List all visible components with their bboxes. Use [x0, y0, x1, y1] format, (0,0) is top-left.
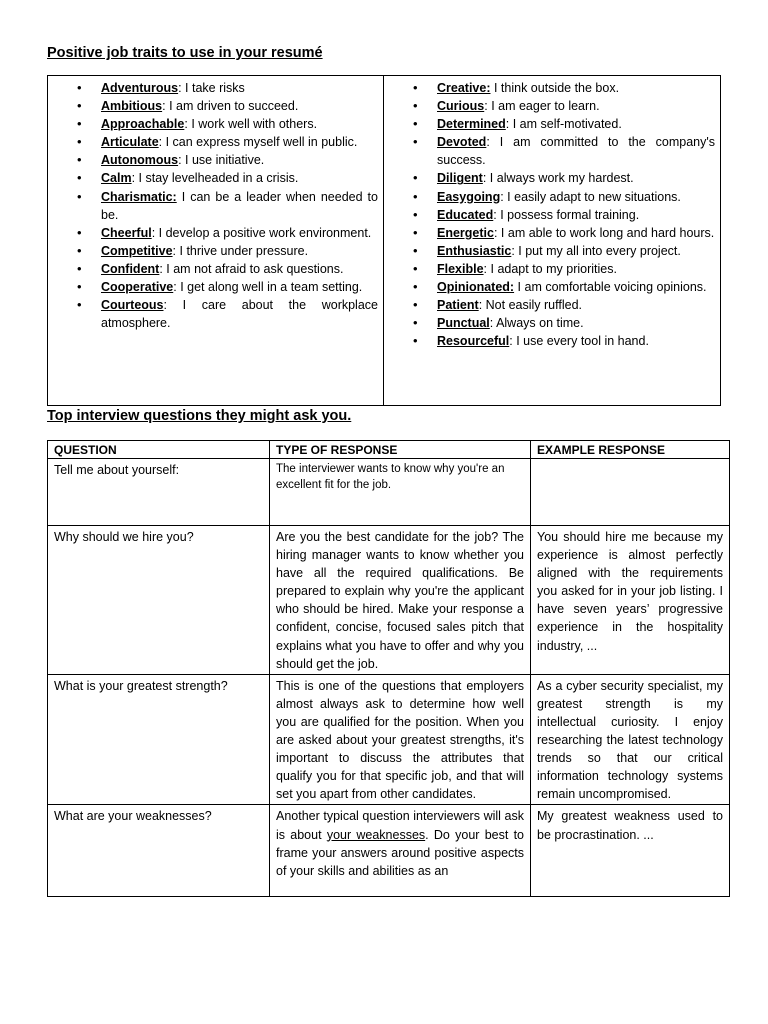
trait-term: Easygoing — [437, 189, 501, 204]
trait-term: Approachable — [101, 117, 185, 132]
table-row — [48, 526, 730, 675]
response-type-cell: The interviewer wants to know why you're an excellent fit for the job. — [270, 459, 531, 526]
trait-item: • Easygoing: I easily adapt to new situations. — [391, 188, 715, 206]
response-type-cell: Are you the best candidate for the job? The hiring manager wants to know whether you have all the required qualifications. Be prepared to explain why you're the applicant who should be hired. Make your response a confident, concise, focused sales pitch that explains what you have to offer and why you should get the job. — [270, 526, 531, 675]
trait-term: Adventurous — [101, 81, 179, 95]
trait-item: • Adventurous: I take risks — [55, 79, 378, 97]
trait-item: • Educated: I possess formal training. — [391, 206, 715, 224]
column-header-type: TYPE OF RESPONSE — [270, 441, 531, 459]
trait-item: • Calm: I stay levelheaded in a crisis. — [55, 169, 378, 187]
trait-term: Resourceful — [437, 334, 510, 349]
trait-item: • Devoted: I am committed to the company's success. — [391, 133, 715, 169]
trait-item: • Opinionated: I am comfortable voicing opinions. — [391, 278, 715, 296]
trait-term: Opinionated: — [437, 280, 515, 295]
table-row — [48, 805, 730, 897]
table-row — [48, 459, 730, 526]
traits-left-column — [48, 76, 384, 405]
trait-term: Enthusiastic — [437, 243, 512, 258]
trait-term: Autonomous — [101, 153, 179, 168]
trait-item: • Creative: I think outside the box. — [391, 79, 715, 97]
trait-term: Educated — [437, 207, 494, 222]
traits-right-list — [391, 79, 715, 350]
trait-term: Curious — [437, 99, 485, 114]
trait-item: • Resourceful: I use every tool in hand. — [391, 332, 715, 350]
trait-term: Ambitious — [101, 99, 163, 114]
question-cell: Why should we hire you? — [48, 526, 270, 675]
example-response-cell — [531, 459, 730, 526]
trait-item: • Determined: I am self-motivated. — [391, 115, 715, 133]
interview-heading: Top interview questions they might ask you. — [47, 408, 352, 424]
trait-term: Confident — [101, 261, 160, 276]
trait-term: Devoted — [437, 135, 487, 150]
trait-term: Diligent — [437, 171, 483, 186]
example-response-cell: You should hire me because my experience is almost perfectly aligned with the requirements you asked for in your job listing. I have seven years’ progressive experience in the hospitality industry, ... — [531, 526, 730, 675]
trait-item: • Curious: I am eager to learn. — [391, 97, 715, 115]
example-response-cell: As a cyber security specialist, my greatest strength is my intellectual curiosity. I enjoy researching the latest technology trends so that our critical information technology systems remain uncompromised. — [531, 674, 730, 805]
response-type-cell: Another typical question interviewers will ask is about your weaknesses. Do your best to frame your answers around positive aspects of your skills and abilities as an — [270, 805, 531, 897]
trait-term: Punctual — [437, 316, 490, 331]
trait-item: • Enthusiastic: I put my all into every project. — [391, 242, 715, 260]
trait-term: Creative: — [437, 81, 491, 95]
traits-left-list — [55, 79, 378, 332]
interview-questions-table — [47, 440, 730, 897]
trait-term: Cooperative — [101, 280, 174, 295]
trait-item: • Flexible: I adapt to my priorities. — [391, 260, 715, 278]
trait-item: • Competitive: I thrive under pressure. — [55, 242, 378, 260]
trait-term: Competitive — [101, 243, 173, 258]
column-header-question: QUESTION — [48, 441, 270, 459]
trait-item: • Approachable: I work well with others. — [55, 115, 378, 133]
trait-item: • Charismatic: I can be a leader when needed to be. — [55, 188, 378, 224]
column-header-example: EXAMPLE RESPONSE — [531, 441, 730, 459]
response-type-cell: This is one of the questions that employers almost always ask to determine how well you are qualified for the position. When you are asked about your greatest strengths, it's important to discuss the attributes that qualify you for that specific job, and that will set you apart from other candidates. — [270, 674, 531, 805]
trait-item: • Punctual: Always on time. — [391, 314, 715, 332]
trait-item: • Ambitious: I am driven to succeed. — [55, 97, 378, 115]
trait-item: • Courteous: I care about the workplace atmosphere. — [55, 296, 378, 332]
trait-term: Determined — [437, 117, 506, 132]
trait-term: Cheerful — [101, 225, 152, 240]
example-response-cell: My greatest weakness used to be procrastination. ... — [531, 805, 730, 897]
question-cell: Tell me about yourself: — [48, 459, 270, 526]
trait-item: • Autonomous: I use initiative. — [55, 151, 378, 169]
trait-item: • Diligent: I always work my hardest. — [391, 169, 715, 187]
trait-term: Charismatic: — [101, 189, 177, 204]
trait-item: • Confident: I am not afraid to ask questions. — [55, 260, 378, 278]
trait-term: Courteous — [101, 298, 164, 313]
traits-right-column — [384, 76, 720, 405]
trait-term: Energetic — [437, 225, 494, 240]
table-header-row — [48, 441, 730, 459]
trait-term: Flexible — [437, 261, 484, 276]
traits-box — [47, 75, 721, 406]
trait-item: • Cooperative: I get along well in a team setting. — [55, 278, 378, 296]
trait-item: • Energetic: I am able to work long and hard hours. — [391, 224, 715, 242]
question-cell: What are your weaknesses? — [48, 805, 270, 897]
weaknesses-link[interactable]: your weaknesses — [326, 827, 426, 842]
trait-term: Patient — [437, 298, 479, 313]
trait-term: Calm — [101, 171, 132, 186]
question-cell: What is your greatest strength? — [48, 674, 270, 805]
trait-item: • Articulate: I can express myself well in public. — [55, 133, 378, 151]
trait-item: • Cheerful: I develop a positive work environment. — [55, 224, 378, 242]
trait-term: Articulate — [101, 135, 159, 150]
trait-item: • Patient: Not easily ruffled. — [391, 296, 715, 314]
table-row — [48, 674, 730, 805]
traits-heading: Positive job traits to use in your resumé — [47, 45, 323, 61]
